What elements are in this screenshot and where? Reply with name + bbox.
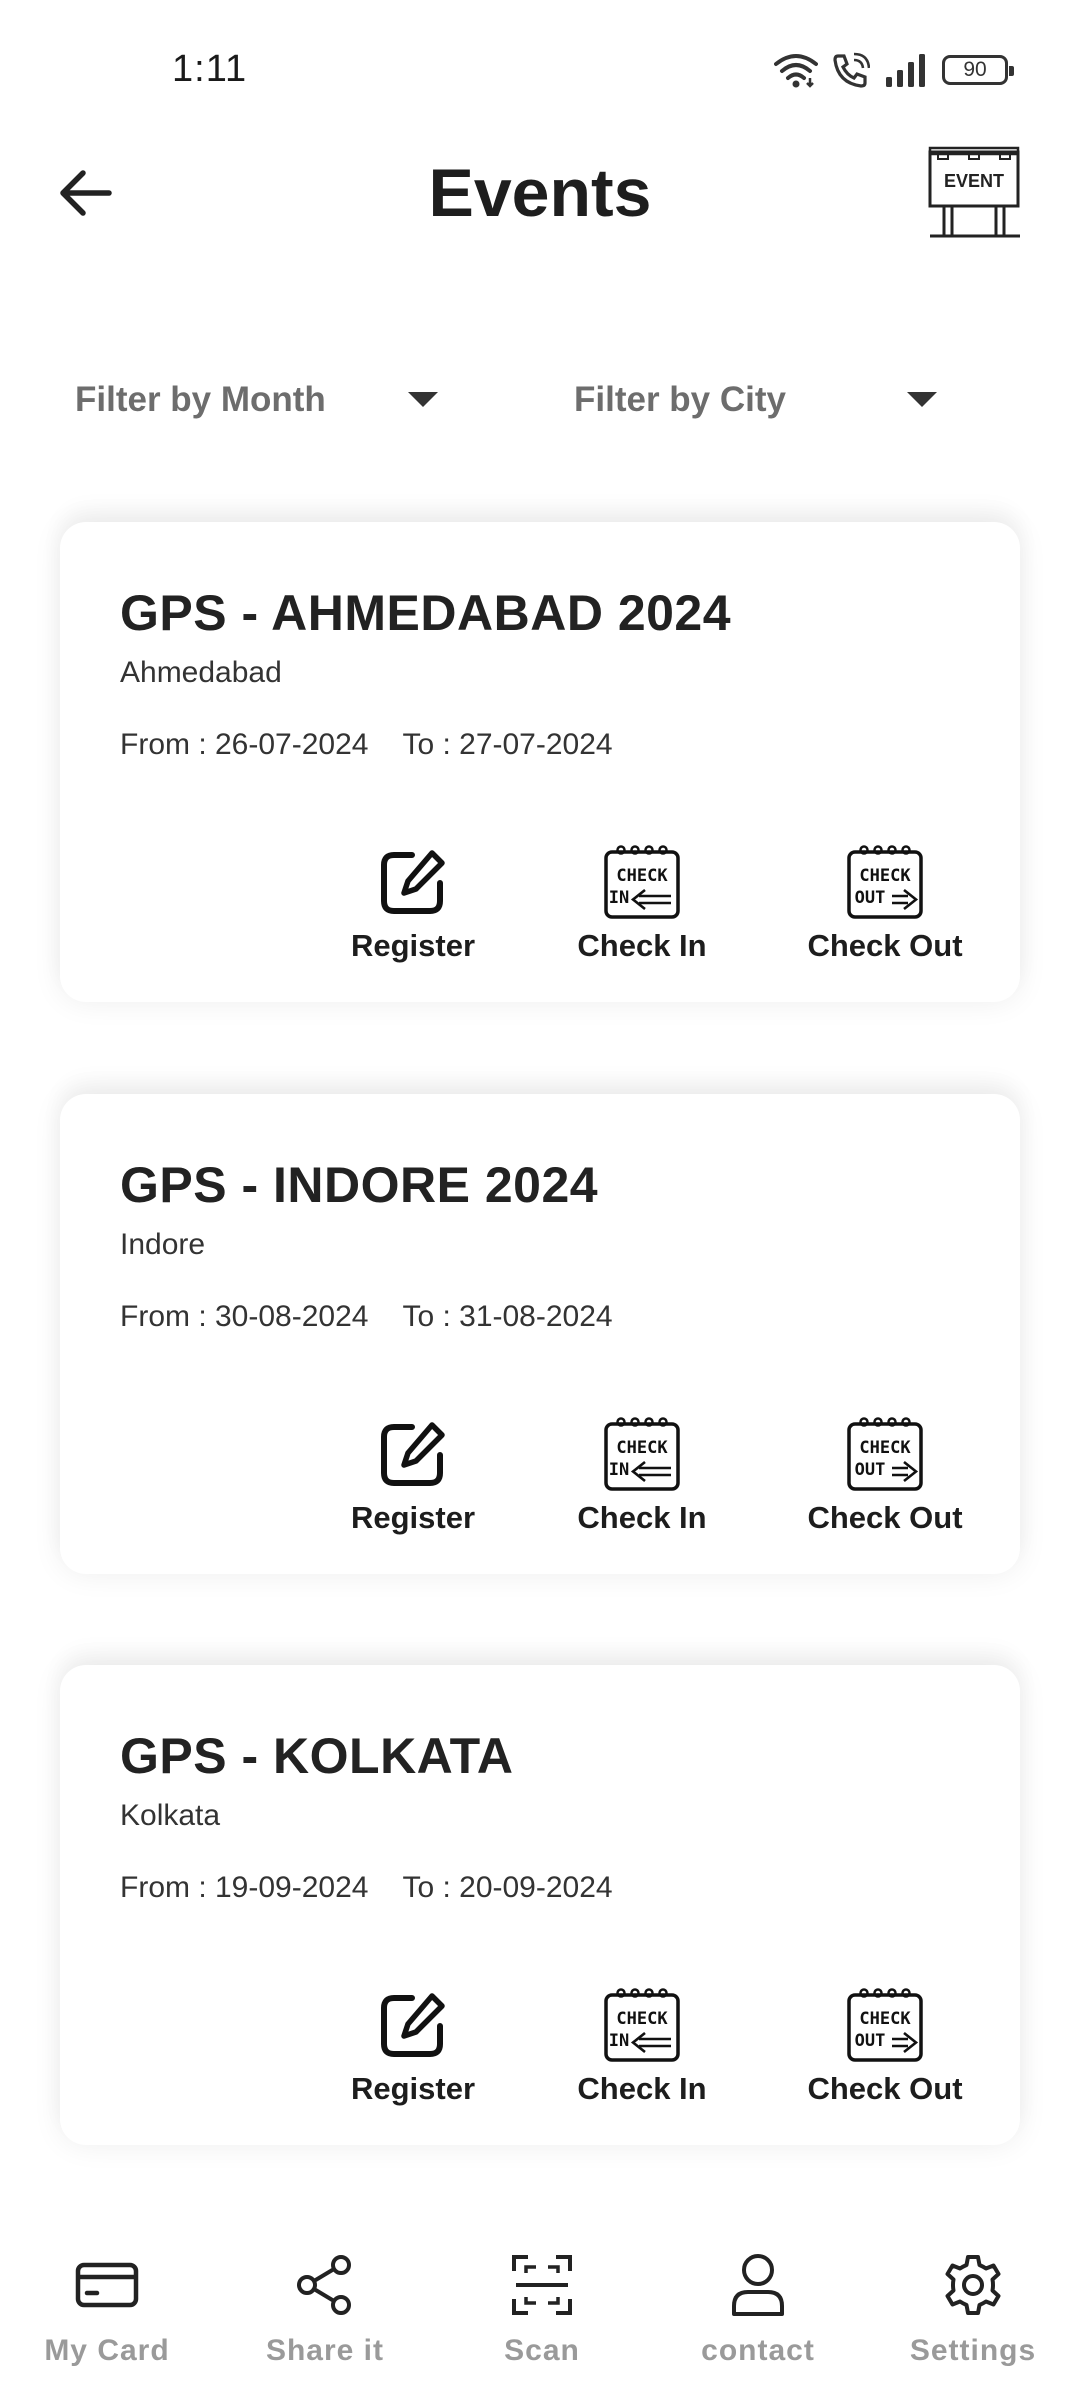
check-in-button[interactable] [552, 1416, 732, 1536]
event-card [60, 1094, 1020, 1574]
nav-contact-label: contact [701, 2334, 815, 2367]
check-in-button[interactable] [552, 1987, 732, 2107]
page-title: Events [428, 155, 652, 231]
event-from-date: From : 19-09-2024 [120, 1871, 369, 1904]
check-out-button[interactable] [795, 1416, 975, 1536]
event-to-date: To : 27-07-2024 [402, 728, 613, 761]
caret-down-icon [408, 392, 438, 407]
nav-share-it-label: Share it [265, 2334, 385, 2367]
event-billboard-icon [926, 144, 1022, 240]
user-icon [729, 2252, 787, 2318]
bottom-nav [0, 2200, 1080, 2400]
status-time: 1:11 [172, 48, 248, 90]
wifi-icon [774, 52, 818, 88]
svg-text:CHECK: CHECK [859, 1438, 911, 1458]
app-header [0, 130, 1080, 260]
check-out-label: Check Out [807, 2071, 963, 2106]
battery-level: 90 [963, 58, 987, 81]
svg-text:CHECK: CHECK [859, 2009, 911, 2029]
event-title: GPS - KOLKATA [120, 1728, 514, 1784]
check-out-calendar-icon [846, 844, 924, 920]
nav-contact[interactable] [658, 2250, 858, 2368]
check-out-calendar-icon [846, 1416, 924, 1492]
check-in-calendar-icon [603, 844, 681, 920]
check-out-label: Check Out [807, 928, 963, 963]
event-card [60, 1665, 1020, 2145]
gear-icon [941, 2253, 1005, 2317]
filter-city-label: Filter by City [574, 380, 786, 419]
wifi-call-icon [832, 52, 870, 88]
event-to-date: To : 31-08-2024 [402, 1300, 613, 1333]
event-logo-text: EVENT [943, 171, 1005, 191]
status-icons [774, 52, 1008, 88]
svg-text:CHECK: CHECK [859, 866, 911, 886]
event-dates [120, 728, 613, 762]
event-actions [60, 844, 1020, 974]
register-button[interactable] [323, 1987, 503, 2107]
register-label: Register [350, 928, 476, 963]
nav-scan[interactable] [442, 2250, 642, 2368]
svg-text:CHECK: CHECK [616, 866, 668, 886]
event-city: Ahmedabad [120, 656, 282, 689]
credit-card-icon [75, 2261, 139, 2309]
nav-share-it[interactable] [225, 2250, 425, 2368]
check-in-calendar-icon [603, 1416, 681, 1492]
nav-settings[interactable] [873, 2250, 1073, 2368]
battery-icon [942, 55, 1008, 85]
event-dates [120, 1871, 613, 1905]
register-label: Register [350, 1500, 476, 1535]
register-label: Register [350, 2071, 476, 2106]
filter-month-label: Filter by Month [75, 380, 326, 419]
signal-icon [884, 53, 928, 87]
event-dates [120, 1300, 613, 1334]
event-title: GPS - AHMEDABAD 2024 [120, 585, 732, 641]
event-to-date: To : 20-09-2024 [402, 1871, 613, 1904]
edit-icon [378, 1990, 448, 2060]
event-actions [60, 1416, 1020, 1546]
check-in-calendar-icon [603, 1987, 681, 2063]
nav-scan-label: Scan [504, 2334, 580, 2367]
nav-my-card[interactable] [7, 2250, 207, 2368]
edit-icon [378, 1419, 448, 1489]
share-icon [295, 2253, 355, 2317]
check-out-button[interactable] [795, 1987, 975, 2107]
svg-text:CHECK: CHECK [616, 2009, 668, 2029]
caret-down-icon [907, 392, 937, 407]
filter-bar [0, 360, 1080, 440]
event-city: Kolkata [120, 1799, 221, 1832]
check-in-label: Check In [577, 928, 707, 963]
nav-my-card-label: My Card [44, 2334, 170, 2367]
svg-text:CHECK: CHECK [616, 1438, 668, 1458]
scan-icon [510, 2253, 574, 2317]
event-title: GPS - INDORE 2024 [120, 1157, 599, 1213]
event-card [60, 522, 1020, 1002]
svg-text:OUT: OUT [854, 888, 886, 908]
check-out-calendar-icon [846, 1987, 924, 2063]
svg-text:IN: IN [608, 1460, 630, 1480]
register-button[interactable] [323, 1416, 503, 1536]
register-button[interactable] [323, 844, 503, 964]
check-in-label: Check In [577, 1500, 707, 1535]
check-out-button[interactable] [795, 844, 975, 964]
event-city: Indore [120, 1228, 206, 1261]
check-in-button[interactable] [552, 844, 732, 964]
svg-text:IN: IN [608, 888, 630, 908]
event-from-date: From : 30-08-2024 [120, 1300, 369, 1333]
event-from-date: From : 26-07-2024 [120, 728, 369, 761]
nav-settings-label: Settings [909, 2334, 1037, 2367]
edit-icon [378, 847, 448, 917]
status-bar [0, 0, 1080, 140]
check-in-label: Check In [577, 2071, 707, 2106]
svg-text:IN: IN [608, 2031, 630, 2051]
filter-city-dropdown[interactable] [574, 360, 954, 440]
check-out-label: Check Out [807, 1500, 963, 1535]
svg-text:OUT: OUT [854, 2031, 886, 2051]
svg-text:OUT: OUT [854, 1460, 886, 1480]
filter-month-dropdown[interactable] [75, 360, 455, 440]
event-actions [60, 1987, 1020, 2117]
